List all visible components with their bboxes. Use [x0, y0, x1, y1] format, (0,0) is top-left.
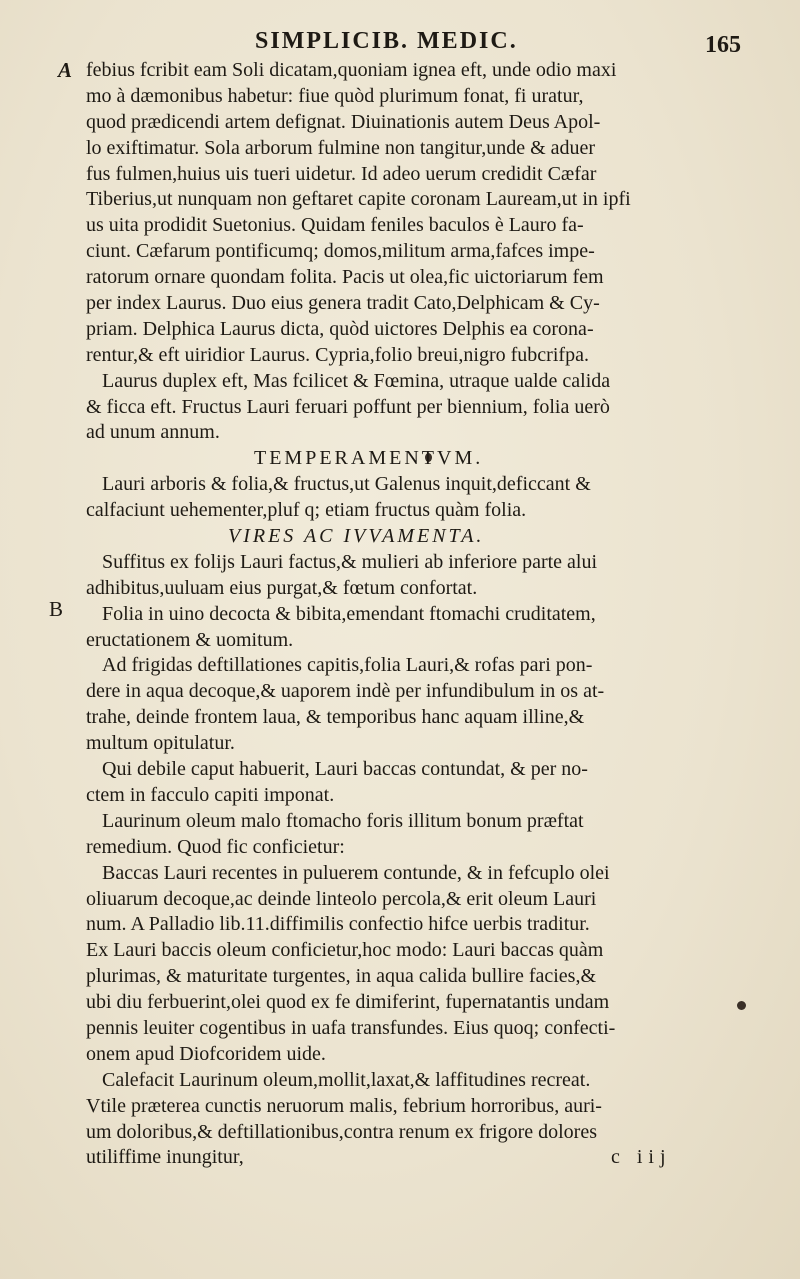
- text-line: remedium. Quod fic conficietur:: [86, 835, 345, 858]
- text-line: ratorum ornare quondam folita. Pacis ut olea,fic uictoriarum fem: [86, 266, 604, 289]
- text-line: plurimas, & maturitate turgentes, in aqua calida bullire facies,&: [86, 965, 597, 988]
- text-line: Calefacit Laurinum oleum,mollit,laxat,& laffitudines recreat.: [102, 1068, 591, 1091]
- text-line: Ad frigidas deftillationes capitis,folia Lauri,& rofas pari pon-: [102, 654, 593, 677]
- text-line: um doloribus,& deftillationibus,contra renum ex frigore dolores: [86, 1120, 597, 1143]
- text-line: Baccas Lauri recentes in puluerem contunde, & in fefcuplo olei: [102, 861, 610, 884]
- text-line: Ex Lauri baccis oleum conficietur,hoc modo: Lauri baccas quàm: [86, 939, 604, 962]
- text-line: quod prædicendi artem defignat. Diuinationis autem Deus Apol-: [86, 110, 601, 133]
- text-line: per index Laurus. Duo eius genera tradit Cato,Delphicam & Cy-: [86, 292, 600, 315]
- text-line: Folia in uino decocta & bibita,emendant ftomachi cruditatem,: [102, 602, 596, 625]
- text-line: febius fcribit eam Soli dicatam,quoniam ignea eft, unde odio maxi: [86, 59, 617, 81]
- text-line: us uita prodidit Suetonius. Quidam feniles baculos è Lauro fa-: [86, 214, 584, 237]
- text-line: ubi diu ferbuerint,olei quod ex fe dimiferint, fupernatantis undam: [86, 991, 610, 1014]
- text-line: & ficca eft. Fructus Lauri feruari poffunt per biennium, folia uerò: [86, 395, 610, 418]
- text-line: Suffitus ex folijs Lauri factus,& mulieri ab inferiore parte alui: [102, 550, 598, 573]
- margin-marker-b: B: [49, 597, 64, 621]
- text-line: ctem in facculo capiti imponat.: [86, 783, 335, 806]
- page-number: 165: [705, 32, 741, 58]
- ink-spot: [737, 1001, 746, 1010]
- text-line: mo à dæmonibus habetur: fiue quòd plurimum fonat, fi uratur,: [86, 84, 584, 107]
- text-line: trahe, deinde frontem laua, & temporibus hanc aquam illine,&: [86, 706, 585, 729]
- text-line: multum opitulatur.: [86, 732, 235, 755]
- text-line: rentur,& eft uiridior Laurus. Cypria,folio breui,nigro fubcrifpa.: [86, 343, 589, 366]
- page-header: [0, 18, 800, 58]
- text-line: ciunt. Cæfarum pontificumq; domos,militum arma,fafces impe-: [86, 240, 595, 263]
- signature-mark: c iij: [611, 1146, 672, 1169]
- text-line: oliuarum decoque,ac deinde linteolo percola,& erit oleum Lauri: [86, 887, 597, 910]
- last-text-line: [86, 1145, 720, 1171]
- text-line: lo exiftimatur. Sola arborum fulmine non tangitur,unde & aduer: [86, 136, 596, 159]
- last-line-text: utiliffime inungitur,: [86, 1146, 244, 1169]
- text-line: fus fulmen,huius uis tueri uidetur. Id adeo uerum credidit Cæfar: [86, 162, 597, 185]
- text-line: eructationem & uomitum.: [86, 628, 294, 651]
- section-heading-vires: VIRES AC IVVAMENTA.: [228, 525, 485, 548]
- text-line: calfaciunt uehementer,pluf q; etiam fructus quàm folia.: [86, 499, 527, 522]
- text-line: Vtile præterea cunctis neruorum malis, febrium horroribus, auri-: [86, 1094, 602, 1117]
- text-line: Laurinum oleum malo ftomacho foris illitum bonum præftat: [102, 809, 584, 832]
- text-line: pennis leuiter cogentibus in uafa transfundes. Eius quoq; confecti-: [86, 1016, 616, 1039]
- text-line: num. A Palladio lib.11.diffimilis confectio hifce uerbis traditur.: [86, 913, 590, 936]
- text-line: adhibitus,uuluam eius purgat,& fœtum confortat.: [86, 576, 478, 599]
- text-line: priam. Delphica Laurus dicta, quòd uictores Delphis ea corona-: [86, 317, 594, 340]
- text-line: Laurus duplex eft, Mas fcilicet & Fœmina, utraque ualde calida: [102, 369, 611, 392]
- text-line: onem apud Diofcoridem uide.: [86, 1042, 326, 1065]
- text-line: Tiberius,ut nunquam non geftaret capite coronam Lauream,ut in ipfi: [86, 188, 631, 211]
- section-heading-temperamentum: TEMPERAMENTVM.: [254, 447, 484, 470]
- text-line: ad unum annum.: [86, 421, 220, 444]
- running-head: SIMPLICIB. MEDIC.: [255, 28, 518, 54]
- text-line: Lauri arboris & folia,& fructus,ut Galenus inquit,deficcant &: [102, 473, 591, 496]
- margin-marker-a: A: [58, 58, 73, 82]
- text-line: dere in aqua decoque,& uaporem indè per infundibulum in os at-: [86, 680, 605, 703]
- body-text: [86, 58, 720, 1171]
- text-line: Qui debile caput habuerit, Lauri baccas contundat, & per no-: [102, 758, 588, 781]
